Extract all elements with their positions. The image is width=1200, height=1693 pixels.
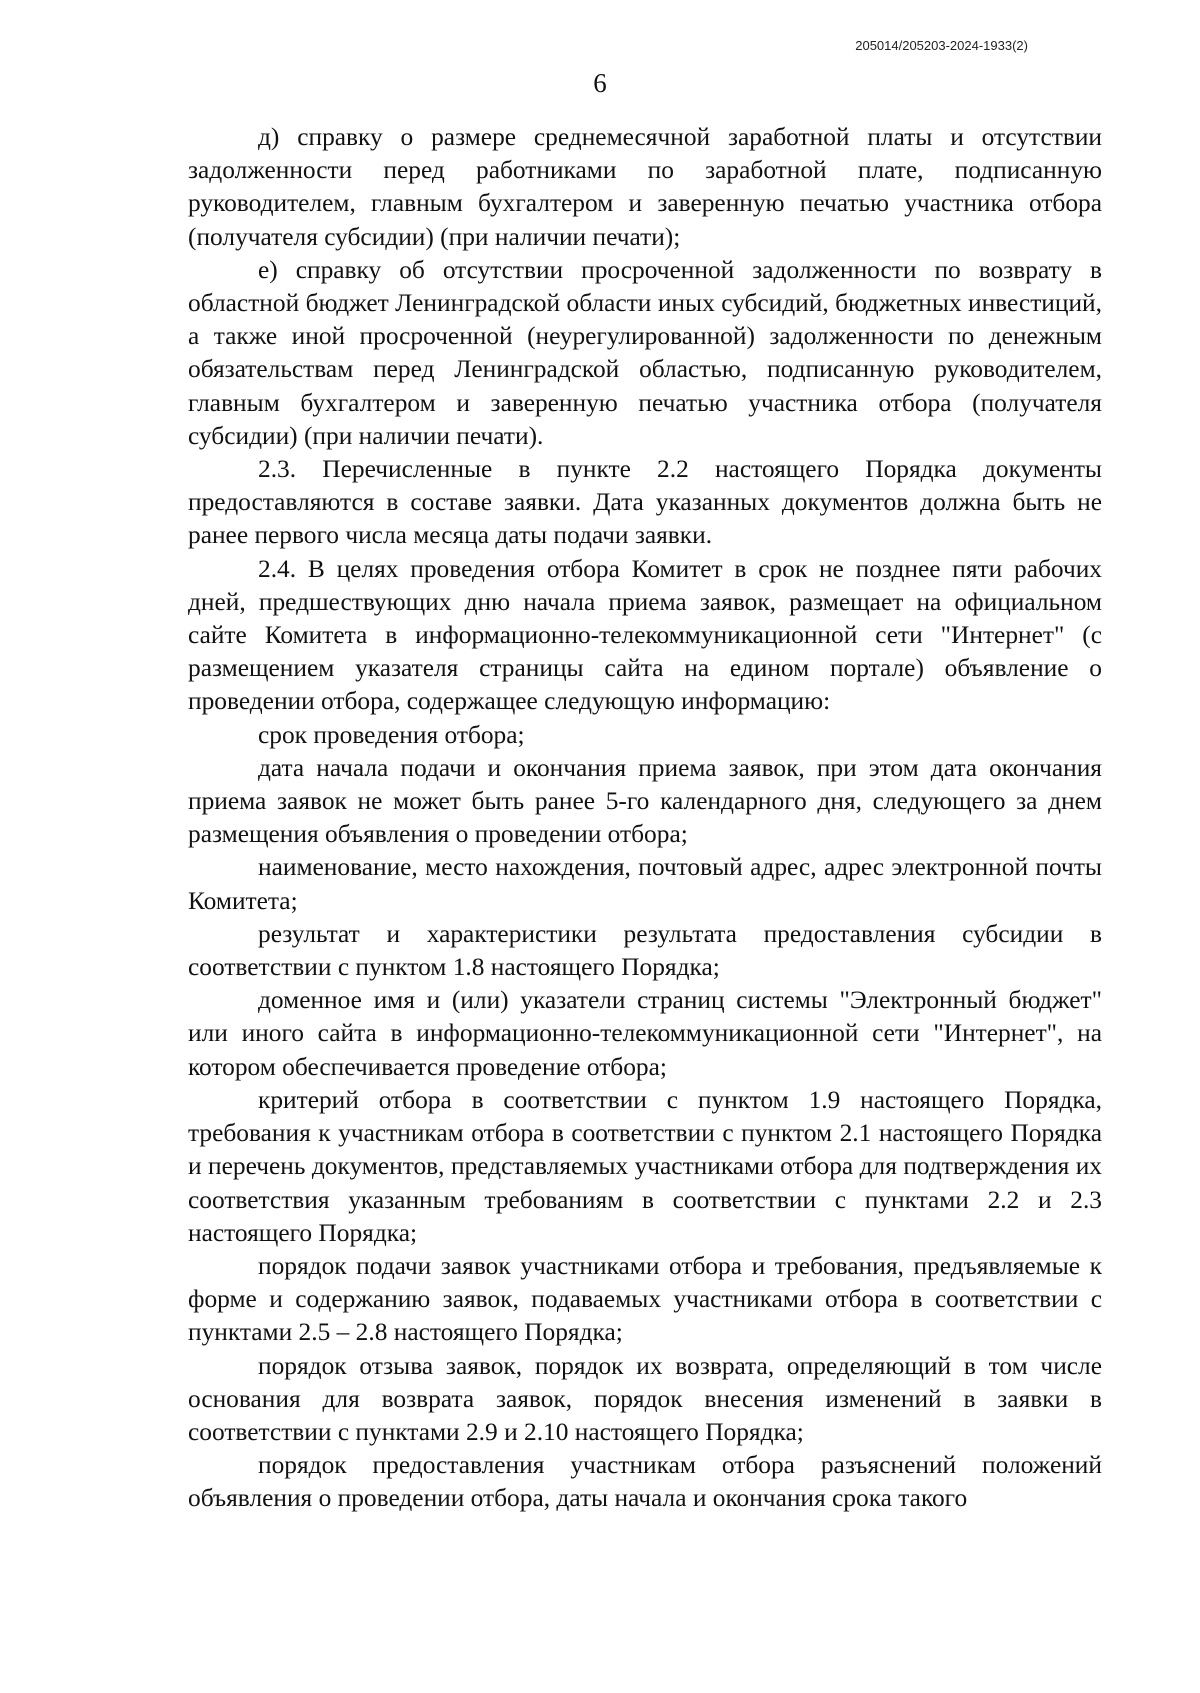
page-number: 6: [593, 68, 607, 98]
list-item-committee-contacts: наименование, место нахождения, почтовый адрес, адрес электронной почты Комитета;: [188, 853, 1102, 915]
list-item-clarification-procedure: порядок предоставления участникам отбора разъяснений положений объявления о проведении отбора, даты начала и окончания срока такого: [188, 1451, 1102, 1513]
list-item-application-dates: дата начала подачи и окончания приема заявок, при этом дата окончания приема заявок не может быть ранее 5-го календарного дня, следующего за днем размещения объявления о проведении отбора;: [188, 753, 1102, 849]
paragraph-d-salary-certificate: д) справку о размере среднемесячной заработной платы и отсутствии задолженности перед работниками по заработной плате, подписанную руководителем, главным бухгалтером и заверенную печатью участника отбора (получателя субсидии) (при наличии печати);: [188, 123, 1102, 251]
list-item-domain-name: доменное имя и (или) указатели страниц системы "Электронный бюджет" или иного сайта в информационно-телекоммуникационной сети "Интернет", на котором обеспечивается проведение отбора;: [188, 986, 1102, 1081]
list-item-selection-criteria: критерий отбора в соответствии с пунктом 1.9 настоящего Порядка, требования к участникам отбора в соответствии с пунктом 2.1 настоящего Порядка и перечень документов, представляемых участниками отбора для подтверждения их соответствия указанным требованиям в соответствии с пунктами 2.2 и 2.3 настоящего Порядка;: [188, 1085, 1102, 1247]
paragraph-2-3: 2.3. Перечисленные в пункте 2.2 настоящего Порядка документы предоставляются в составе заявки. Дата указанных документов должна быть не ранее первого числа месяца даты подачи заявки.: [188, 455, 1102, 550]
paragraph-e-debt-certificate: е) справку об отсутствии просроченной задолженности по возврату в областной бюджет Ленинградской области иных субсидий, бюджетных инвестиций, а также иной просроченной (неурегулированной) задолженности по денежным обязательствам перед Ленинградской областью, подписанную руководителем, главным бухгалтером и заверенную печатью участника отбора (получателя субсидии) (при наличии печати).: [188, 255, 1102, 450]
document-registration-number: 205014/205203-2024-1933(2): [855, 38, 1028, 53]
document-body: [188, 121, 1102, 1516]
list-item-selection-period: срок проведения отбора;: [258, 720, 525, 749]
list-item-application-procedure: порядок подачи заявок участниками отбора и требования, предъявляемые к форме и содержанию заявок, подаваемых участниками отбора в соответствии с пунктами 2.5 – 2.8 настоящего Порядка;: [188, 1251, 1102, 1347]
list-item-withdrawal-procedure: порядок отзыва заявок, порядок их возврата, определяющий в том числе основания для возврата заявок, порядок внесения изменений в заявки в соответствии с пунктами 2.9 и 2.10 настоящего Порядка;: [188, 1351, 1102, 1446]
list-item-subsidy-result: результат и характеристики результата предоставления субсидии в соответствии с пунктом 1.8 настоящего Порядка;: [188, 919, 1102, 982]
paragraph-2-4: 2.4. В целях проведения отбора Комитет в срок не позднее пяти рабочих дней, предшествующих дню начала приема заявок, размещает на официальном сайте Комитета в информационно-телекоммуникационной сети "Интернет" (с размещением указателя страницы сайта на едином портале) объявление о проведении отбора, содержащее следующую информацию:: [188, 554, 1102, 716]
